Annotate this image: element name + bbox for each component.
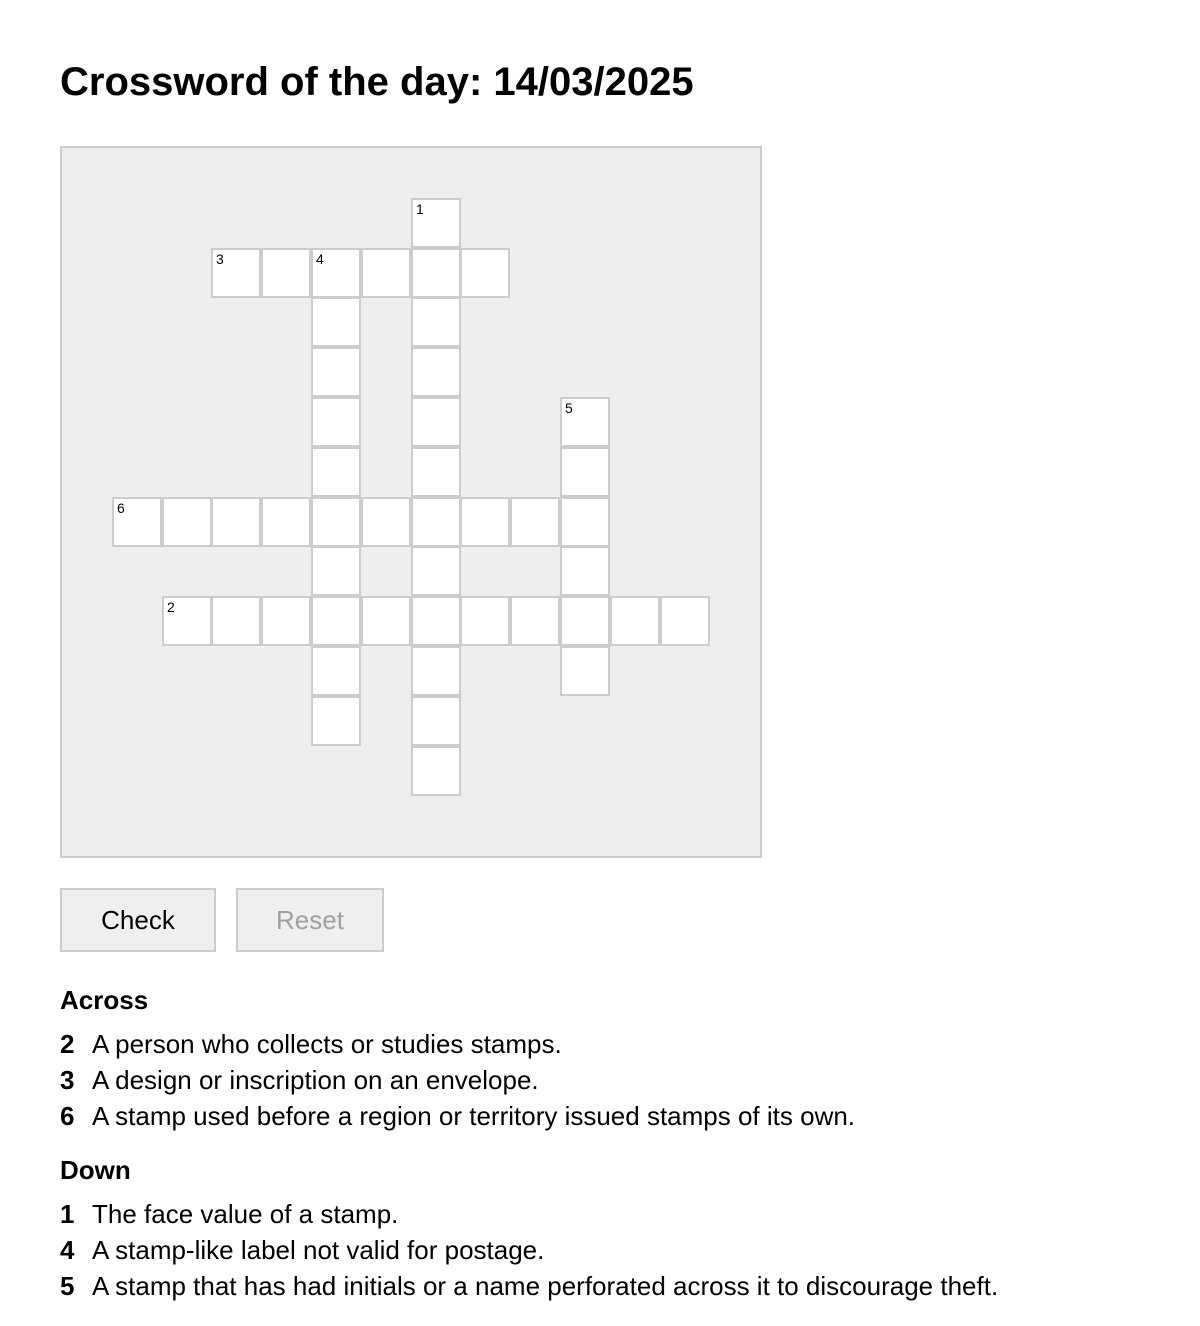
crossword-cell[interactable]	[311, 596, 361, 646]
crossword-cell[interactable]	[560, 646, 610, 696]
crossword-cell[interactable]	[211, 596, 261, 646]
across-heading: Across	[60, 985, 149, 1015]
crossword-cell[interactable]	[311, 248, 361, 298]
page-title: Crossword of the day: 14/03/2025	[60, 60, 694, 104]
down-clue	[60, 1196, 998, 1232]
clue-text: A stamp that has had initials or a name perforated across it to discourage theft.	[92, 1271, 999, 1301]
crossword-cell[interactable]	[411, 248, 461, 298]
crossword-cell[interactable]	[112, 497, 162, 547]
crossword-cell[interactable]	[361, 596, 411, 646]
cell-number: 4	[316, 251, 324, 267]
across-clue-list	[60, 1026, 855, 1134]
across-clue	[60, 1098, 855, 1134]
crossword-cell[interactable]	[211, 497, 261, 547]
crossword-cell[interactable]	[311, 646, 361, 696]
crossword-cell[interactable]	[261, 596, 311, 646]
reset-button[interactable]: Reset	[236, 888, 384, 952]
crossword-cell[interactable]	[560, 596, 610, 646]
crossword-cell[interactable]	[311, 447, 361, 497]
crossword-cell[interactable]	[411, 497, 461, 547]
crossword-cell[interactable]	[660, 596, 710, 646]
crossword-cell[interactable]	[311, 347, 361, 397]
crossword-cell[interactable]	[411, 696, 461, 746]
crossword-cell[interactable]	[311, 497, 361, 547]
down-clue	[60, 1232, 998, 1268]
cell-number: 2	[167, 599, 175, 615]
crossword-cell[interactable]	[411, 596, 461, 646]
crossword-cell[interactable]	[560, 546, 610, 596]
clue-text: A design or inscription on an envelope.	[92, 1065, 539, 1095]
crossword-cell[interactable]	[411, 198, 461, 248]
crossword-cell[interactable]	[261, 497, 311, 547]
clue-text: A person who collects or studies stamps.	[92, 1029, 562, 1059]
check-button[interactable]: Check	[60, 888, 216, 952]
crossword-cell[interactable]	[460, 248, 510, 298]
clue-number: 6	[60, 1101, 75, 1131]
crossword-cell[interactable]	[411, 397, 461, 447]
down-clue-list	[60, 1196, 998, 1304]
crossword-cell[interactable]	[261, 248, 311, 298]
across-clue	[60, 1062, 855, 1098]
crossword-cell[interactable]	[411, 546, 461, 596]
clue-text: A stamp-like label not valid for postage.	[92, 1235, 545, 1265]
crossword-cell[interactable]	[411, 297, 461, 347]
crossword-cell[interactable]	[162, 596, 212, 646]
crossword-cell[interactable]	[411, 646, 461, 696]
cell-number: 1	[416, 201, 424, 217]
crossword-cell[interactable]	[560, 447, 610, 497]
clue-text: The face value of a stamp.	[92, 1199, 399, 1229]
crossword-cell[interactable]	[211, 248, 261, 298]
down-clue	[60, 1268, 998, 1304]
crossword-cell[interactable]	[510, 497, 560, 547]
cell-number: 5	[565, 400, 573, 416]
clue-number: 5	[60, 1271, 75, 1301]
crossword-cell[interactable]	[411, 347, 461, 397]
crossword-cell[interactable]	[311, 397, 361, 447]
crossword-cell[interactable]	[162, 497, 212, 547]
crossword-cell[interactable]	[411, 746, 461, 796]
crossword-cell[interactable]	[411, 447, 461, 497]
crossword-cell[interactable]	[510, 596, 560, 646]
crossword-cell[interactable]	[311, 696, 361, 746]
clue-number: 1	[60, 1199, 75, 1229]
crossword-cell[interactable]	[361, 248, 411, 298]
down-heading: Down	[60, 1155, 131, 1185]
clue-number: 2	[60, 1029, 75, 1059]
clue-number: 3	[60, 1065, 75, 1095]
crossword-cell[interactable]	[361, 497, 411, 547]
crossword-cell[interactable]	[460, 497, 510, 547]
crossword-cell[interactable]	[560, 497, 610, 547]
crossword-cell[interactable]	[560, 397, 610, 447]
crossword-cell[interactable]	[311, 297, 361, 347]
cell-number: 3	[216, 251, 224, 267]
cell-number: 6	[117, 500, 125, 516]
crossword-cell[interactable]	[311, 546, 361, 596]
across-clue	[60, 1026, 855, 1062]
crossword-grid	[60, 146, 762, 858]
crossword-cell[interactable]	[610, 596, 660, 646]
clue-text: A stamp used before a region or territory issued stamps of its own.	[92, 1101, 856, 1131]
crossword-cell[interactable]	[460, 596, 510, 646]
clue-number: 4	[60, 1235, 75, 1265]
